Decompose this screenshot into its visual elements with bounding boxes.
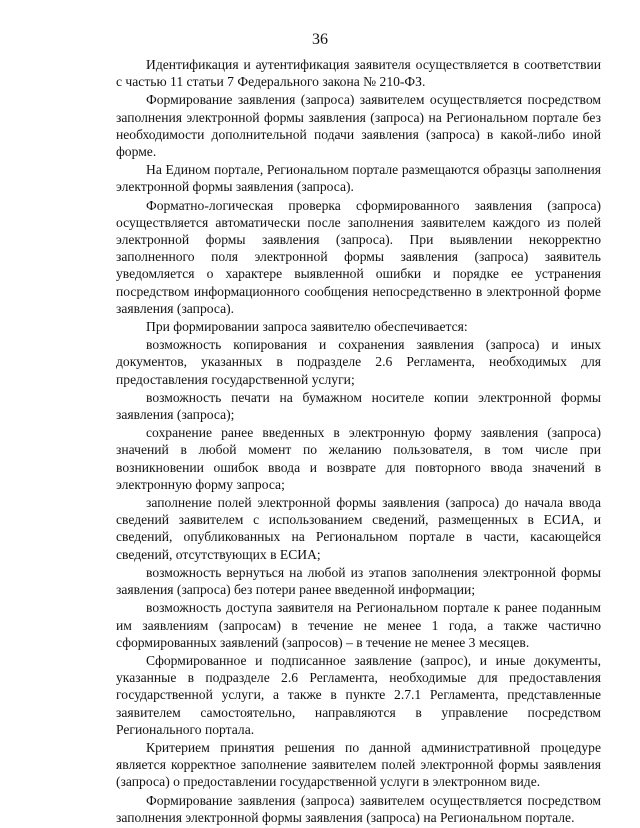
paragraph-5: При формировании запроса заявителю обеспечивается: bbox=[146, 319, 468, 335]
paragraph-1: Идентификация и аутентификация заявителя осуществляется в соответствии с частью 11 статьи 7 Федерального закона № 210-ФЗ. bbox=[116, 57, 601, 90]
paragraph-2: Формирование заявления (запроса) заявителем осуществляется посредством заполнения электронной формы заявления (запроса) на Региональном портале без необходимости дополнительной подачи заявления (запроса) в какой-либо иной форме. bbox=[116, 92, 601, 160]
paragraph-7: Критерием принятия решения по данной административной процедуре является корректное заполнение заявителем полей электронной формы заявления (запроса) о предоставлении государственной услуги в электронном виде. bbox=[116, 739, 601, 790]
paragraph-3: На Едином портале, Региональном портале размещаются образцы заполнения электронной формы заявления (запроса). bbox=[116, 162, 601, 195]
document-body bbox=[116, 56, 601, 827]
list-item-1: возможность копирования и сохранения заявления (запроса) и иных документов, указанных в подразделе 2.6 Регламента, необходимых для предоставления государственной услуги; bbox=[116, 337, 601, 387]
list-item-6: возможность доступа заявителя на Региональном портале к ранее поданным им заявлениям (запросам) в течение не менее 1 года, а также частично сформированных заявлений (запросов) – в течение не менее 3 месяцев. bbox=[116, 600, 601, 650]
paragraph-4: Форматно-логическая проверка сформированного заявления (запроса) осуществляется автоматически после заполнения заявителем каждого из полей электронной формы заявления (запроса). При выявлении некорректно заполненного поля электронной формы заявления (запроса) заявитель уведомляется о характере выявленной ошибки и порядке ее устранения посредством информационного сообщения непосредственно в электронной форме заявления (запроса). bbox=[116, 197, 601, 316]
list-item-5: возможность вернуться на любой из этапов заполнения электронной формы заявления (запроса) без потери ранее введенной информации; bbox=[116, 564, 601, 598]
list-item-2: возможность печати на бумажном носителе копии электронной формы заявления (запроса); bbox=[116, 389, 601, 423]
paragraph-8: Формирование заявления (запроса) заявителем осуществляется посредством заполнения электронной формы заявления (запроса) на Региональном портале. bbox=[116, 792, 601, 825]
paragraph-6: Сформированное и подписанное заявление (запрос), и иные документы, указанные в подразделе 2.6 Регламента, необходимые для предоставления государственной услуги, а также в пункте 2.7.1 Регламента, представленные заявителем самостоятельно, направляются в управление посредством Регионального портала. bbox=[116, 652, 601, 737]
page-number: 36 bbox=[312, 31, 328, 48]
list-item-4: заполнение полей электронной формы заявления (запроса) до начала ввода сведений заявителем с использованием сведений, размещенных в ЕСИА, и сведений, опубликованных на Региональном портале в части, касающейся сведений, отсутствующих в ЕСИА; bbox=[116, 495, 601, 562]
list-item-3: сохранение ранее введенных в электронную форму заявления (запроса) значений в любой момент по желанию пользователя, в том числе при возникновении ошибок ввода и возврате для повторного ввода значений в электронную форму запроса; bbox=[116, 425, 601, 492]
